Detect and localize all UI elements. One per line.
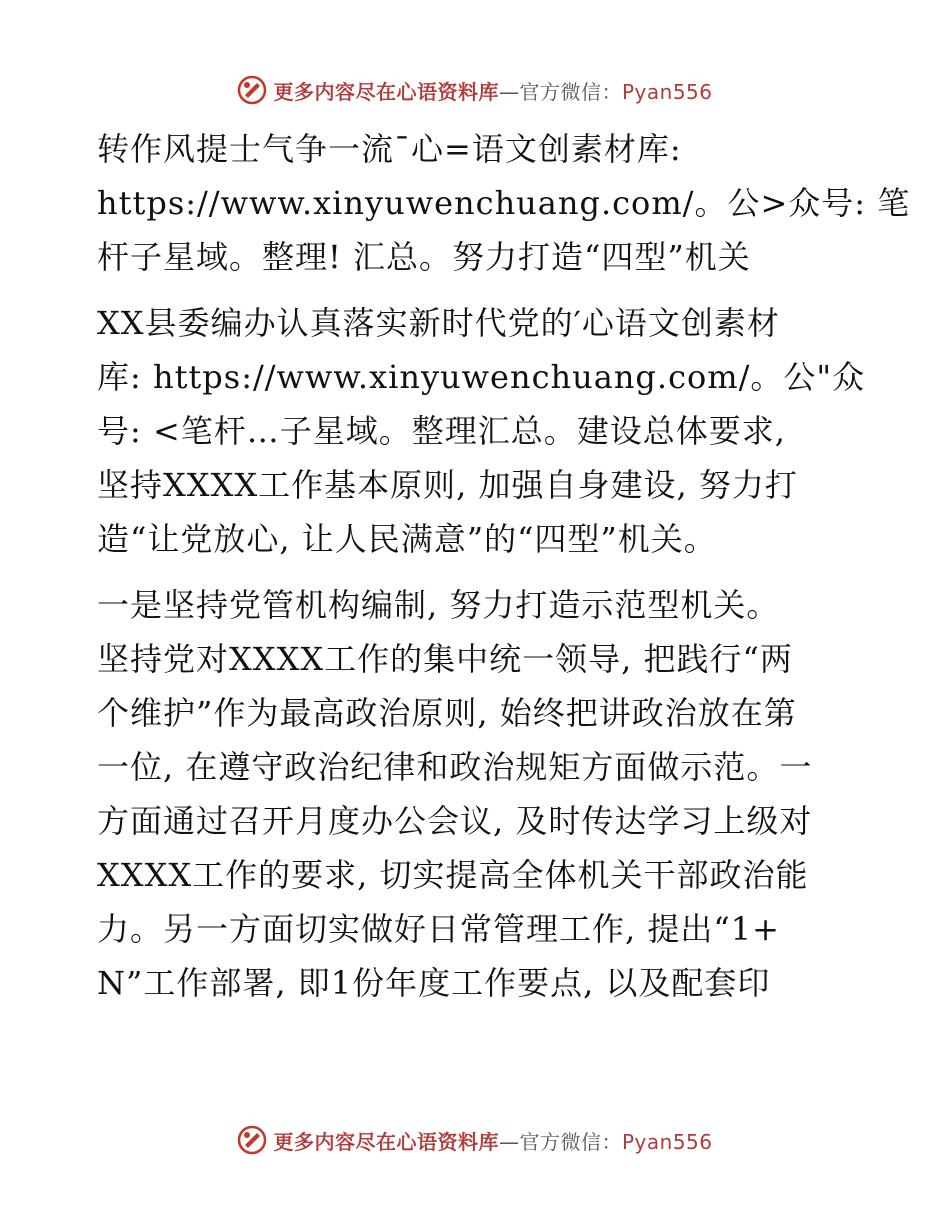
text-line: N”工作部署, 即1份年度工作要点, 以及配套印 — [97, 964, 771, 1002]
text-line: 坚持党对XXXX工作的集中统一领导, 把践行“两 — [97, 640, 793, 678]
document-body — [97, 122, 911, 1016]
footer-watermark — [0, 1120, 950, 1160]
text-line: 号: <笔杆…子星域。整理汇总。建设总体要求, — [97, 412, 786, 450]
text-line: https://www.xinyuwenchuang.com/。公>众号: 笔 — [97, 184, 911, 222]
watermark-wechat: Pyan556 — [621, 1129, 713, 1154]
header-watermark — [0, 70, 950, 110]
text-line: 个维护”作为最高政治原则, 始终把讲政治放在第 — [97, 694, 797, 732]
paragraph-3 — [97, 578, 857, 1010]
text-line: 一是坚持党管机构编制, 努力打造示范型机关。 — [97, 586, 780, 624]
text-line: 造“让党放心, 让人民满意”的“四型”机关。 — [97, 520, 717, 558]
text-line: 一位, 在遵守政治纪律和政治规矩方面做示范。一 — [97, 748, 813, 786]
watermark-text — [273, 76, 712, 105]
text-line: 库: https://www.xinyuwenchuang.com/。公"众 — [97, 358, 866, 396]
watermark-wechat: Pyan556 — [621, 79, 713, 104]
brand-logo-icon — [237, 75, 267, 105]
paragraph-1 — [97, 122, 911, 284]
text-line: 力。另一方面切实做好日常管理工作, 提出“1+ — [97, 910, 780, 948]
watermark-dash: —官方微信： — [498, 1129, 622, 1154]
text-line: 坚持XXXX工作基本原则, 加强自身建设, 努力打 — [97, 466, 798, 504]
text-line: 杆子星域。整理! 汇总。努力打造“四型”机关 — [97, 238, 751, 276]
watermark-brand: 更多内容尽在心语资料库 — [273, 1129, 499, 1154]
watermark-brand: 更多内容尽在心语资料库 — [273, 79, 499, 104]
watermark-dash: —官方微信： — [498, 79, 622, 104]
watermark-text — [273, 1126, 712, 1155]
brand-logo-icon — [237, 1125, 267, 1155]
text-line: XXXX工作的要求, 切实提高全体机关干部政治能 — [97, 856, 809, 894]
text-line: 方面通过召开月度办公会议, 及时传达学习上级对 — [97, 802, 813, 840]
text-line: XX县委编办认真落实新时代党的′心语文创素材 — [97, 304, 780, 342]
paragraph-2 — [97, 296, 866, 566]
text-line: 转作风提士气争一流¯心=语文创素材库: — [97, 130, 682, 168]
